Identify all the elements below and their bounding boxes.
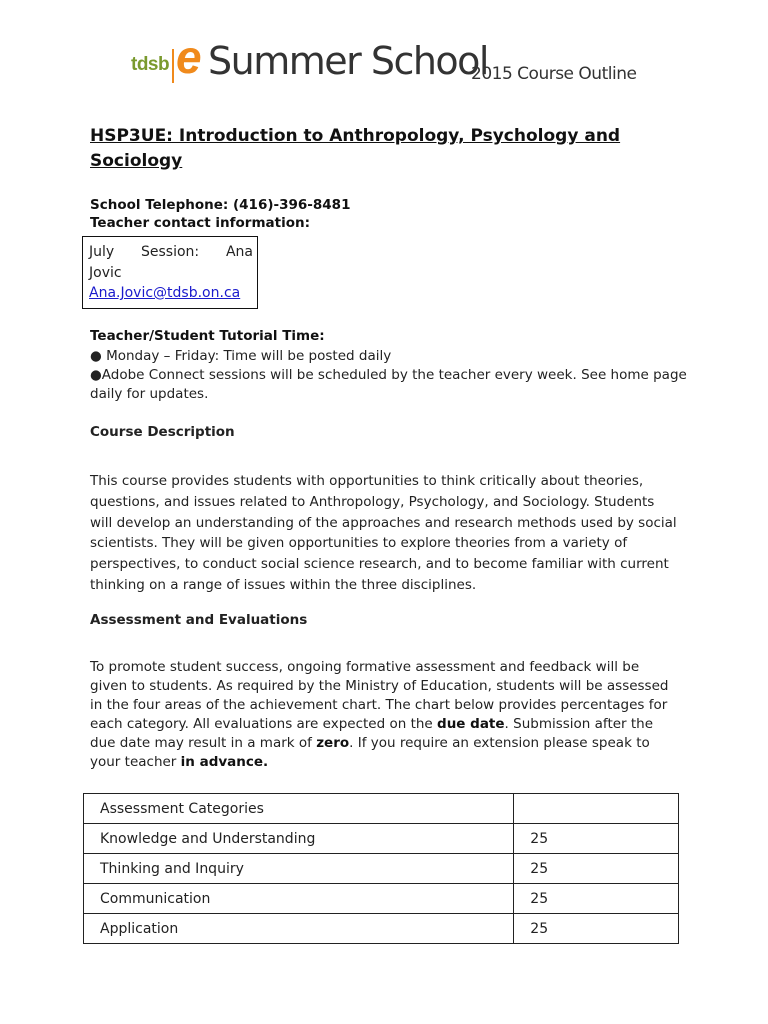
e-logo-mark: e [176,31,202,83]
course-outline-subtitle: 2015 Course Outline [471,64,637,84]
table-row [84,884,679,914]
table-cell-category: Thinking and Inquiry [84,854,514,884]
assessment-text-part2: . Submission after the due date may result in a mark of [90,716,654,751]
table-row [84,914,679,944]
assessment-categories-table [83,793,679,944]
contact-session-line: July Session: Ana [89,244,253,260]
table-cell-percentage: 25 [514,824,679,854]
course-description-text: This course provides students with opportunities to think critically about theories, questions, and issues related to Anthropology, Psychology, and Sociology. Students will develop an understanding of the approaches and research methods used by social scientists. They will be given opportunities to explore theories from a variety of perspectives, to conduct social science research, and to become familiar with current thinking on a range of issues within the three disciplines. [90,473,677,593]
table-cell-category: Knowledge and Understanding [84,824,514,854]
assessment-text [90,658,680,772]
course-title: HSP3UE: Introduction to Anthropology, Psychology and Sociology [90,126,621,171]
table-cell-percentage: 25 [514,914,679,944]
in-advance-emphasis: in advance. [180,754,269,770]
contact-teacher-surname: Jovic [89,264,122,281]
teacher-contact-label: Teacher contact information: [90,215,311,231]
course-description-heading: Course Description [90,424,235,440]
summer-school-wordmark: Summer School [208,39,488,83]
assessment-text-part1: To promote student success, ongoing formative assessment and feedback will be given to students. As required by the Ministry of Education, students will be assessed in the four areas of the achievement chart. The chart below provides percentages for each category. All evaluations are expected on the [90,659,669,732]
table-cell-category: Communication [84,884,514,914]
logo-divider [172,49,174,83]
due-date-emphasis: due date [437,716,505,732]
assessment-heading: Assessment and Evaluations [90,612,308,628]
school-telephone: School Telephone: (416)-396-8481 [90,197,351,213]
teacher-email-link[interactable]: Ana.Jovic@tdsb.on.ca [89,285,241,301]
table-cell-percentage: 25 [514,854,679,884]
table-header-category: Assessment Categories [84,794,514,824]
table-header-value [514,794,679,824]
table-row [84,854,679,884]
table-row [84,824,679,854]
assessment-text-part3: . If you require an extension please speak to your teacher [90,735,650,770]
zero-emphasis: zero [316,735,350,751]
table-header-row [84,794,679,824]
teacher-contact-box [82,236,258,309]
tutorial-time-heading: Teacher/Student Tutorial Time: [90,328,325,344]
tdsb-logo: tdsb [131,54,170,75]
table-cell-category: Application [84,914,514,944]
table-cell-percentage: 25 [514,884,679,914]
tutorial-bullet-weekdays: ● Monday – Friday: Time will be posted daily [90,348,392,364]
tutorial-bullet-adobe-connect: ●Adobe Connect sessions will be scheduled by the teacher every week. See home page daily for updates. [90,367,687,402]
